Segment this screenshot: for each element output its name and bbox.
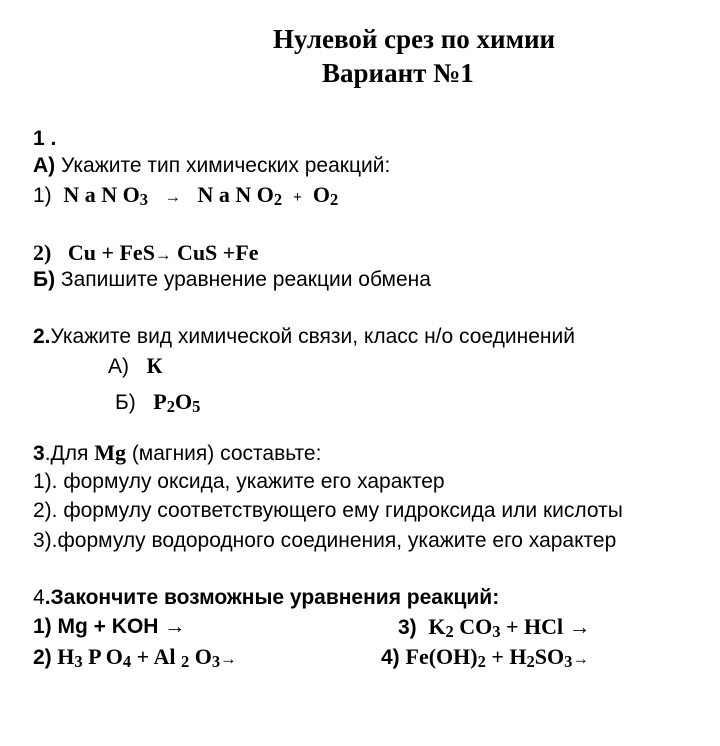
task4-reaction-4: 4) Fe(OH)2 + H2SO3→ bbox=[381, 644, 589, 671]
task4-reaction-3: 3) K2 CO3 + HCl → bbox=[398, 614, 591, 641]
task1-equation-2: 2) Cu + FeS→ CuS +Fe bbox=[33, 240, 259, 265]
eq1-formula: N a N O3 → N a N O2 + O2 bbox=[63, 182, 339, 209]
task3-item-1: 1). формулу оксида, укажите его характер bbox=[33, 470, 445, 493]
task2-b-formula: P2O5 bbox=[153, 389, 201, 416]
task3-item-3: 3).формулу водородного соединения, укажите его характер bbox=[33, 529, 617, 552]
task4-heading bbox=[33, 585, 499, 611]
task2-item-b: Б) P2O5 bbox=[115, 389, 201, 416]
task1-b-text: Запишите уравнение реакции обмена bbox=[55, 268, 431, 291]
task1-number: 1 . bbox=[33, 127, 57, 150]
task1-a-text: Укажите тип химических реакций: bbox=[55, 154, 391, 177]
task3-item-2: 2). формулу соответствующего ему гидроксида или кислоты bbox=[33, 499, 623, 522]
page-title: Нулевой срез по химии bbox=[273, 24, 556, 54]
task2-number: 2. bbox=[33, 325, 51, 348]
task4-reaction-2: 2) H3 P O4 + Al 2 O3→ bbox=[33, 644, 237, 671]
task2-item-a: А) К bbox=[108, 353, 163, 378]
task1-equation-1 bbox=[33, 182, 338, 213]
task1-part-b bbox=[33, 267, 431, 293]
task4-reaction-1: 1) Mg + KOH → bbox=[33, 615, 186, 638]
task3-number: 3 bbox=[33, 442, 45, 465]
eq1-number: 1) bbox=[33, 184, 52, 207]
task4-text: .Закончите возможные уравнения реакций: bbox=[44, 586, 500, 609]
reaction-arrow: → bbox=[164, 187, 181, 206]
task2-text: Укажите вид химической связи, класс н/о соединений bbox=[50, 325, 575, 348]
reaction-arrow: → bbox=[220, 649, 237, 668]
task3-heading: 3.Для Mg (магния) составьте: bbox=[33, 440, 322, 465]
task1-a-label: А) bbox=[33, 154, 56, 177]
reaction-arrow: → bbox=[572, 649, 589, 668]
task2-a-formula: К bbox=[146, 353, 163, 378]
task1-b-label: Б) bbox=[33, 268, 56, 291]
eq2-number: 2) bbox=[33, 240, 52, 265]
task1-part-a bbox=[33, 153, 390, 179]
variant-heading: Вариант №1 bbox=[322, 58, 474, 88]
task3-element: Mg bbox=[94, 440, 126, 465]
reaction-arrow: → bbox=[154, 245, 172, 264]
task2-heading bbox=[33, 324, 575, 350]
task4-number: 4 bbox=[33, 586, 45, 609]
